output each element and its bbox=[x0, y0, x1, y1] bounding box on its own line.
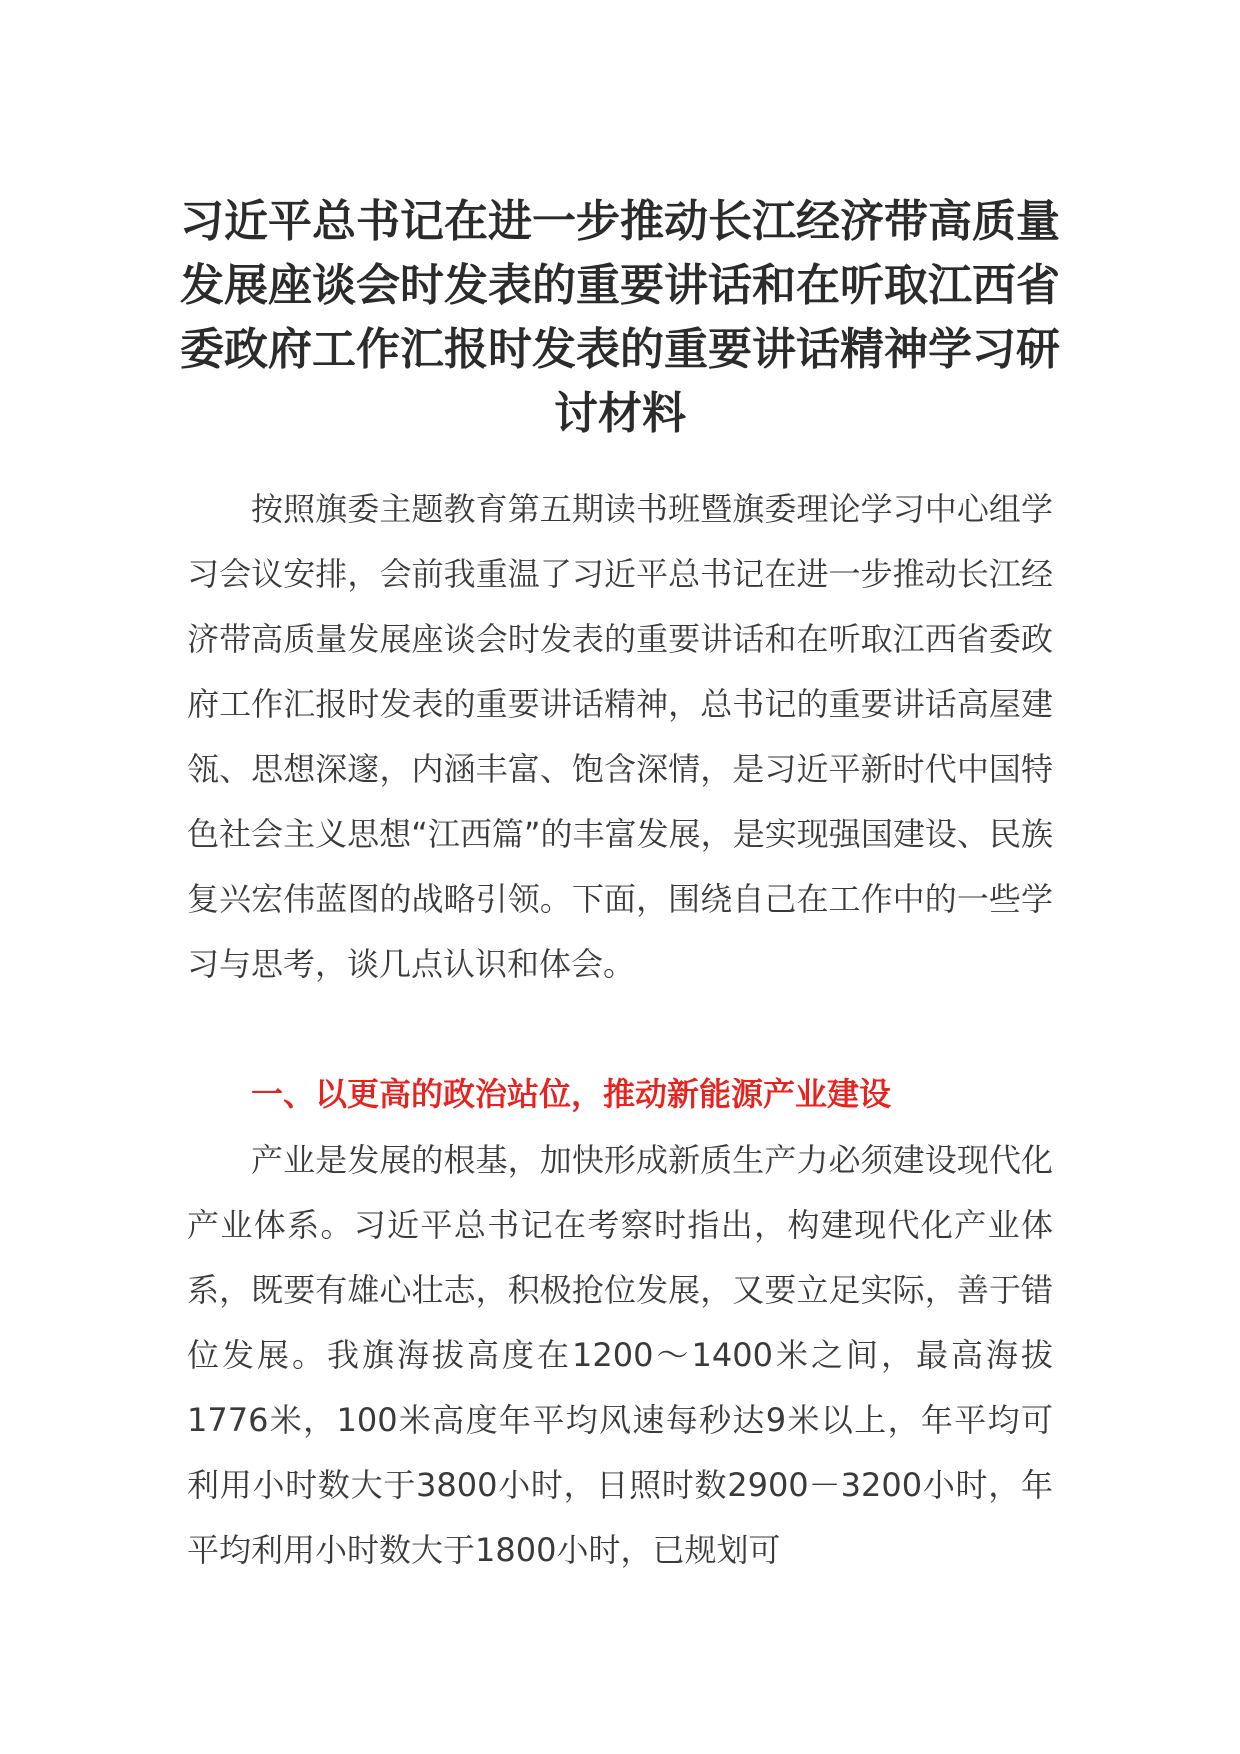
document-title: 习近平总书记在进一步推动长江经济带高质量发展座谈会时发表的重要讲话和在听取江西省委政府工作汇报时发表的重要讲话精神学习研讨材料 bbox=[180, 196, 1060, 439]
section-heading-1: 一、以更高的政治站位，推动新能源产业建设 bbox=[251, 1075, 892, 1113]
intro-paragraph: 按照旗委主题教育第五期读书班暨旗委理论学习中心组学习会议安排，会前我重温了习近平总书记在进一步推动长江经济带高质量发展座谈会时发表的重要讲话和在听取江西省委政府工作汇报时发表的重要讲话精神，总书记的重要讲话高屋建瓴、思想深邃，内涵丰富、饱含深情，是习近平新时代中国特色社会主义思想“江西篇”的丰富发展，是实现强国建设、民族复兴宏伟蓝图的战略引领。下面，围绕自己在工作中的一些学习与思考，谈几点认识和体会。 bbox=[187, 490, 1053, 983]
section-1-paragraph: 产业是发展的根基，加快形成新质生产力必须建设现代化产业体系。习近平总书记在考察时指出，构建现代化产业体系，既要有雄心壮志，积极抢位发展，又要立足实际，善于错位发展。我旗海拔高度在1200～1400米之间，最高海拔1776米，100米高度年平均风速每秒达9米以上，年平均可利用小时数大于3800小时，日照时数2900－3200小时，年平均利用小时数大于1800小时，已规划可 bbox=[187, 1141, 1053, 1569]
